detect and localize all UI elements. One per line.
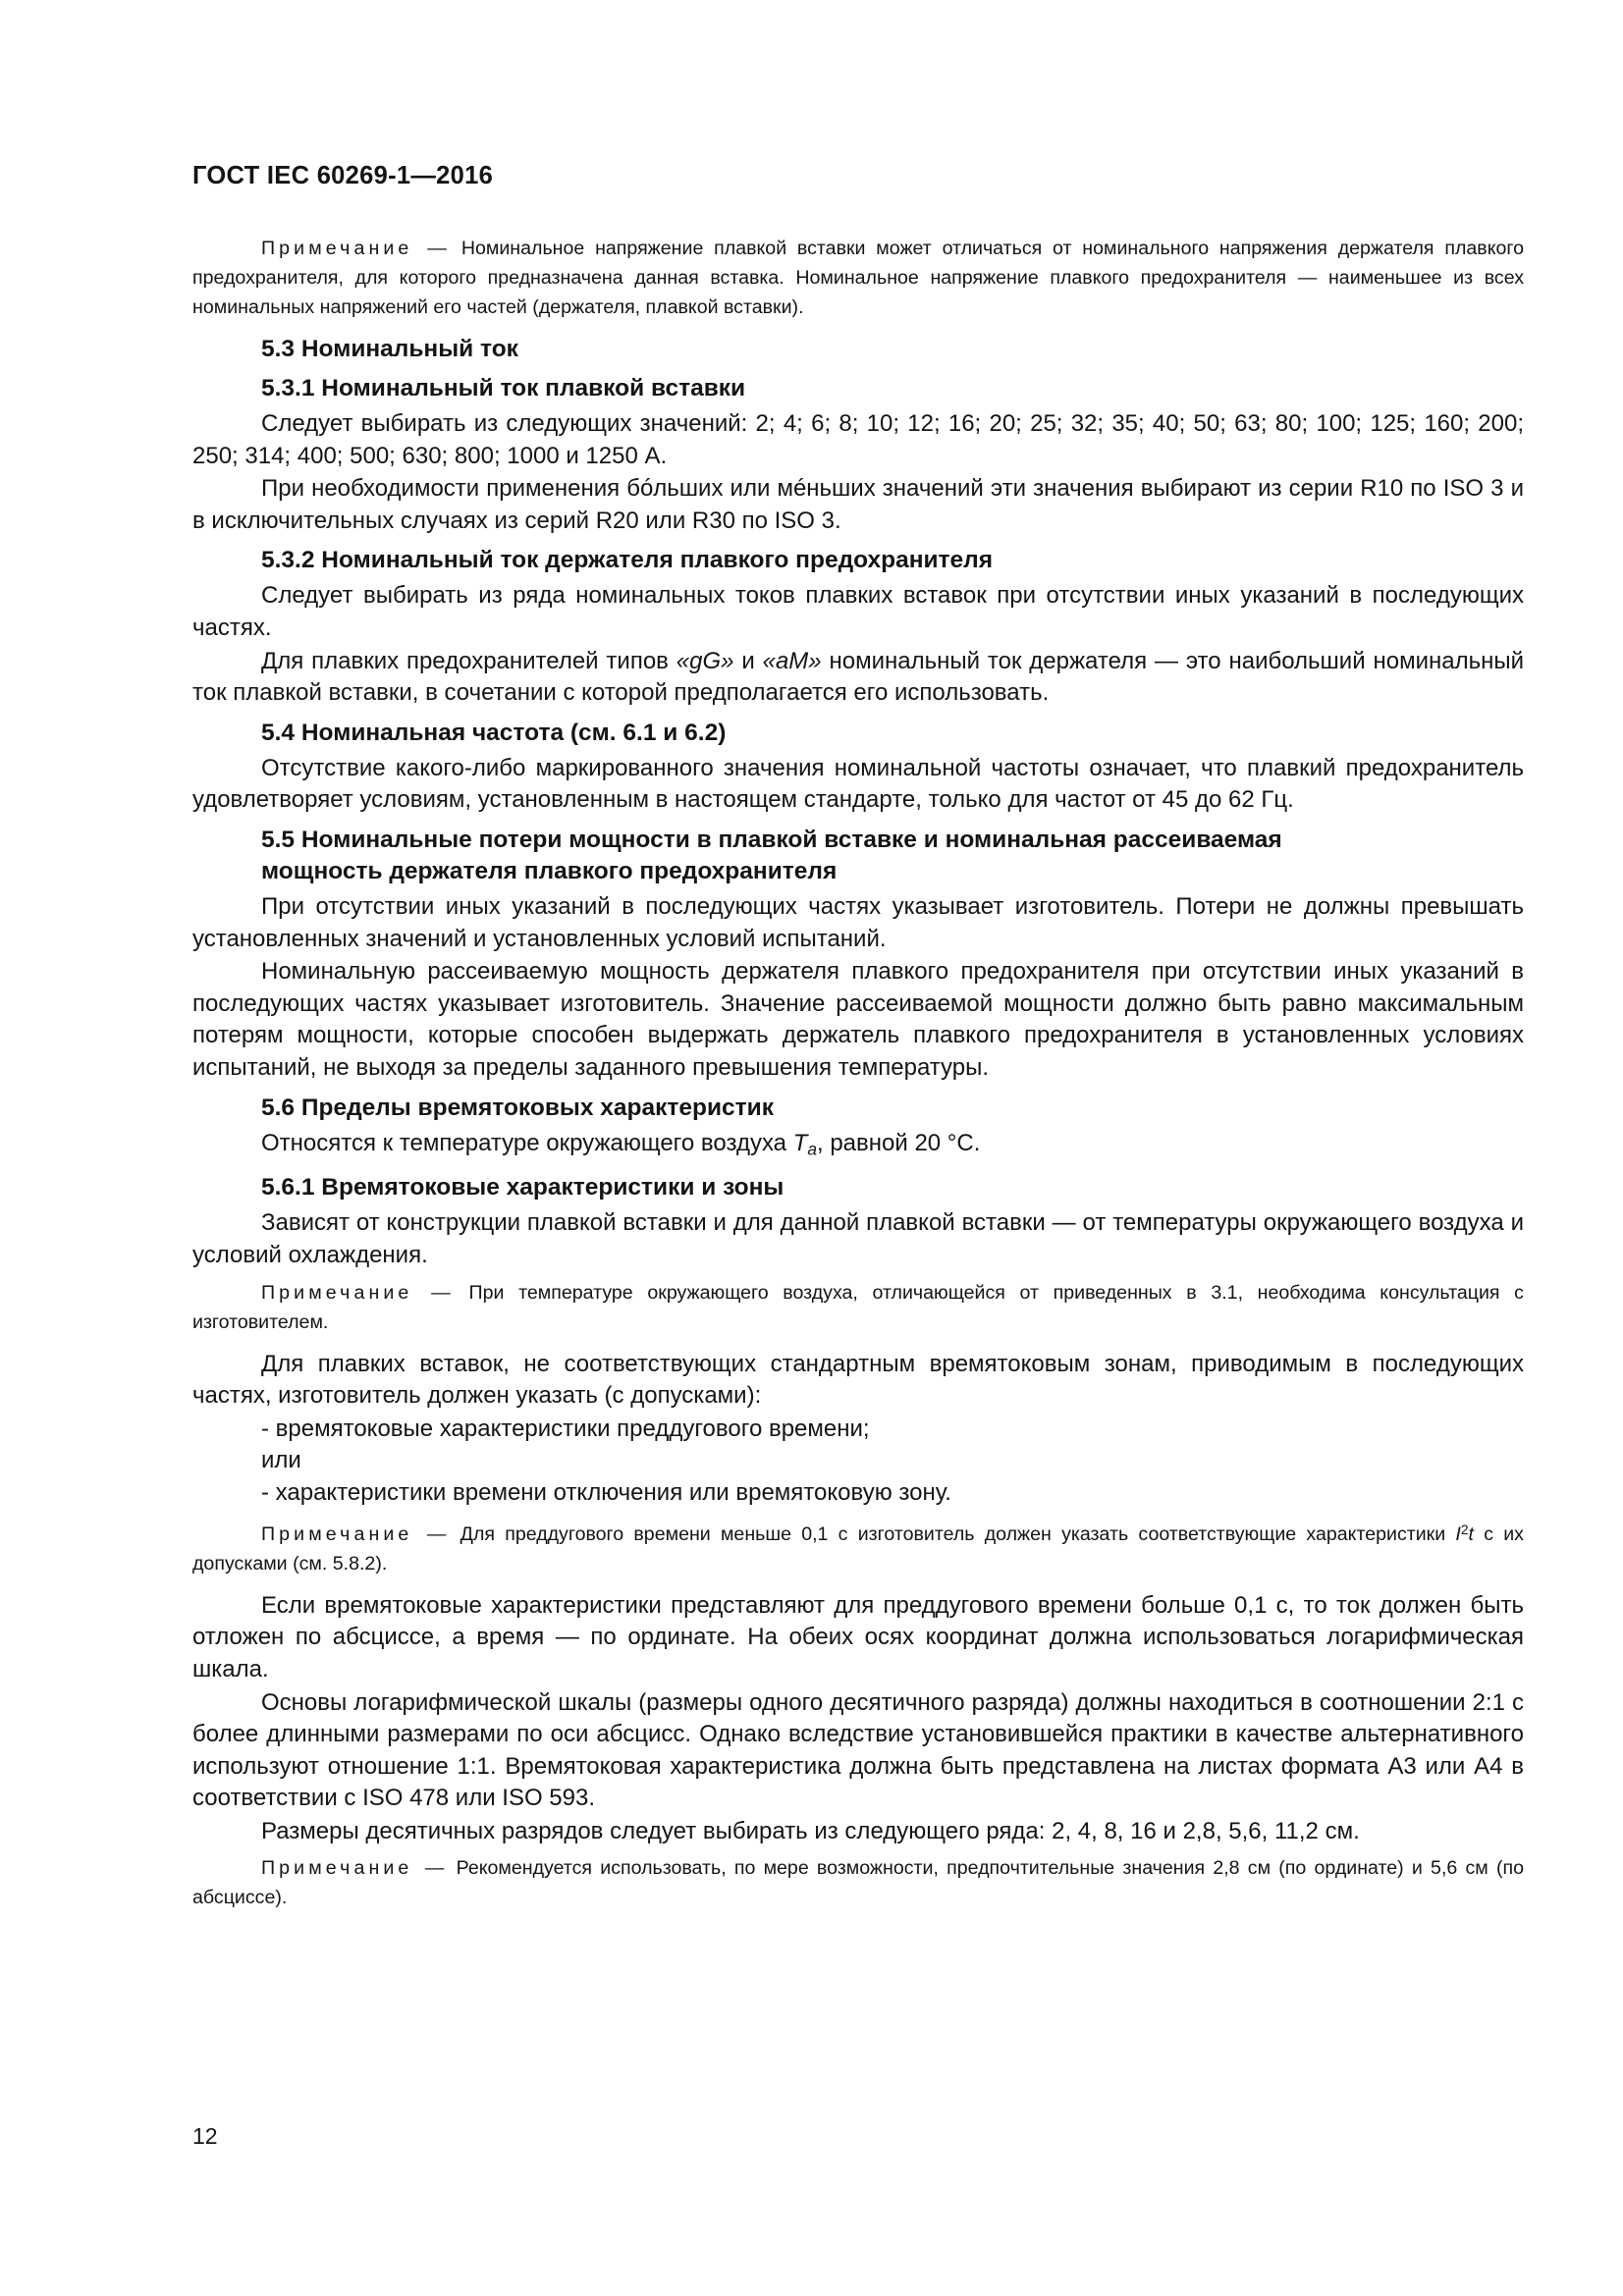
note-ambient-consultation bbox=[192, 1278, 1524, 1337]
note-i2t bbox=[192, 1516, 1524, 1578]
symbol-i: I bbox=[1455, 1522, 1461, 1545]
paragraph-axes: Если времятоковые характеристики представляют для преддугового времени больше 0,1 с, то ток должен быть отложен по абсциссе, а время — по ординате. На обеих осях координат должна использоваться логарифмическая шкала. bbox=[192, 1591, 1524, 1682]
symbol-subscript-a: a bbox=[807, 1138, 817, 1158]
note-label: Примечание — bbox=[261, 1522, 451, 1545]
paragraph-power-dissipation: Номинальную рассеиваемую мощность держателя плавкого предохранителя при отсутствии иных указаний в последующих частях указывает изготовитель. Значение рассеиваемой мощности должно быть равно максимальным потерям мощности, которые способен выдержать держатель плавкого предохранителя в установленных условиях испытаний, не выходя за пределы заданного превышения температуры. bbox=[192, 958, 1524, 1081]
symbol-superscript-2: 2 bbox=[1460, 1522, 1469, 1537]
document-header: ГОСТ IEC 60269-1—2016 bbox=[192, 162, 494, 189]
note-text: с их допусками (см. 5.8.2). bbox=[192, 1522, 1524, 1575]
paragraph-decade-sizes: Размеры десятичных разрядов следует выбирать из следующего ряда: 2, 4, 8, 16 и 2,8, 5,6, 11,2 см. bbox=[261, 1817, 1360, 1844]
page-content bbox=[192, 228, 1524, 1924]
heading-5-3: 5.3 Номинальный ток bbox=[261, 336, 518, 362]
paragraph-holder-current-2 bbox=[192, 646, 1524, 710]
note-preferred-values bbox=[192, 1853, 1524, 1912]
paragraph-log-scale: Основы логарифмической шкалы (размеры одного десятичного разряда) должны находиться в соотношении 2:1 с более длинными размерами по оси абсцисс. Однако вследствие установившейся практики в качестве альтернативного используют отношение 1:1. Времятоковая характеристика должна быть представлена на листах формата А3 или А4 в соответствии с ISO 478 или ISO 593. bbox=[192, 1688, 1524, 1812]
list-item-operating-time: - характеристики времени отключения или времятоковую зону. bbox=[261, 1478, 951, 1506]
note-text: При температуре окружающего воздуха, отличающейся от приведенных в 3.1, необходима консультация с изготовителем. bbox=[192, 1281, 1524, 1333]
heading-5-6-1: 5.6.1 Времятоковые характеристики и зоны bbox=[261, 1174, 784, 1201]
heading-5-5-line2: мощность держателя плавкого предохранителя bbox=[261, 857, 838, 884]
note-text: Для преддугового времени меньше 0,1 с изготовитель должен указать соответствующие характеристики bbox=[460, 1522, 1456, 1545]
paragraph-nonstandard-zones: Для плавких вставок, не соответствующих стандартным времятоковым зонам, приводимым в последующих частях, изготовитель должен указать (с допусками): bbox=[192, 1350, 1524, 1410]
heading-5-3-1: 5.3.1 Номинальный ток плавкой вставки bbox=[261, 375, 746, 401]
list-item-prearcing: - времятоковые характеристики преддугового времени; bbox=[261, 1415, 870, 1442]
heading-5-6: 5.6 Пределы времятоковых характеристик bbox=[261, 1094, 774, 1121]
note-label: Примечание — bbox=[261, 1857, 449, 1880]
note-label: Примечание — bbox=[261, 1281, 455, 1304]
heading-5-3-2: 5.3.2 Номинальный ток держателя плавкого предохранителя bbox=[261, 547, 994, 574]
fuse-type-am: «aM» bbox=[762, 647, 822, 674]
page-number: 12 bbox=[192, 2123, 218, 2149]
paragraph-holder-current-1: Следует выбирать из ряда номинальных токов плавких вставок при отсутствии иных указаний в последующих частях. bbox=[192, 582, 1524, 641]
text-fragment: Для плавких предохранителей типов bbox=[261, 647, 676, 674]
paragraph-characteristics-dependency: Зависят от конструкции плавкой вставки и для данной плавкой вставки — от температуры окружающего воздуха и условий охлаждения. bbox=[192, 1209, 1524, 1268]
fuse-type-gg: «gG» bbox=[676, 647, 734, 674]
list-item-or: или bbox=[261, 1447, 301, 1474]
note-label: Примечание — bbox=[261, 238, 452, 259]
paragraph-rated-current-series: При необходимости применения бóльших или мéньших значений эти значения выбирают из серии R10 по ISO 3 и в исключительных случаях из серий R20 или R30 по ISO 3. bbox=[192, 475, 1524, 534]
text-fragment: , равной 20 °С. bbox=[816, 1129, 981, 1156]
paragraph-rated-current-values: Следует выбирать из следующих значений: 2; 4; 6; 8; 10; 12; 16; 20; 25; 32; 35; 40; 50; 63; 80; 100; 125; 160; 200; 250; 314; 400; 500; 630; 800; 1000 и 1250 А. bbox=[192, 410, 1524, 469]
paragraph-ambient-temperature bbox=[192, 1128, 1524, 1165]
symbol-t: T bbox=[792, 1129, 808, 1156]
note-rated-voltage bbox=[192, 234, 1524, 322]
note-text: Номинальное напряжение плавкой вставки может отличаться от номинального напряжения держателя плавкого предохранителя, для которого предназначена данная вставка. Номинальное напряжение плавкого предохранителя — наименьшее из всех номинальных напряжений его частей (держателя, плавкой вставки). bbox=[192, 238, 1524, 318]
note-text: Рекомендуется использовать, по мере возможности, предпочтительные значения 2,8 см (по ординате) и 5,6 см (по абсциссе). bbox=[192, 1857, 1524, 1909]
paragraph-power-loss: При отсутствии иных указаний в последующих частях указывает изготовитель. Потери не должны превышать установленных значений и установленных условий испытаний. bbox=[192, 892, 1524, 952]
symbol-t-lower: t bbox=[1468, 1522, 1474, 1545]
heading-5-5-line1: 5.5 Номинальные потери мощности в плавкой вставке и номинальная рассеиваемая bbox=[261, 826, 1282, 853]
heading-5-4: 5.4 Номинальная частота (см. 6.1 и 6.2) bbox=[261, 719, 727, 746]
text-fragment: Относятся к температуре окружающего воздуха bbox=[261, 1129, 793, 1156]
text-fragment: номинальный ток держателя — это наибольший номинальный ток плавкой вставки, в сочетании с которой предполагается его использовать. bbox=[192, 647, 1524, 707]
text-fragment: и bbox=[733, 647, 763, 674]
heading-5-5 bbox=[261, 825, 1524, 887]
paragraph-rated-frequency: Отсутствие какого-либо маркированного значения номинальной частоты означает, что плавкий предохранитель удовлетворяет условиям, установленным в настоящем стандарте, только для частот от 45 до 62 Гц. bbox=[192, 754, 1524, 814]
